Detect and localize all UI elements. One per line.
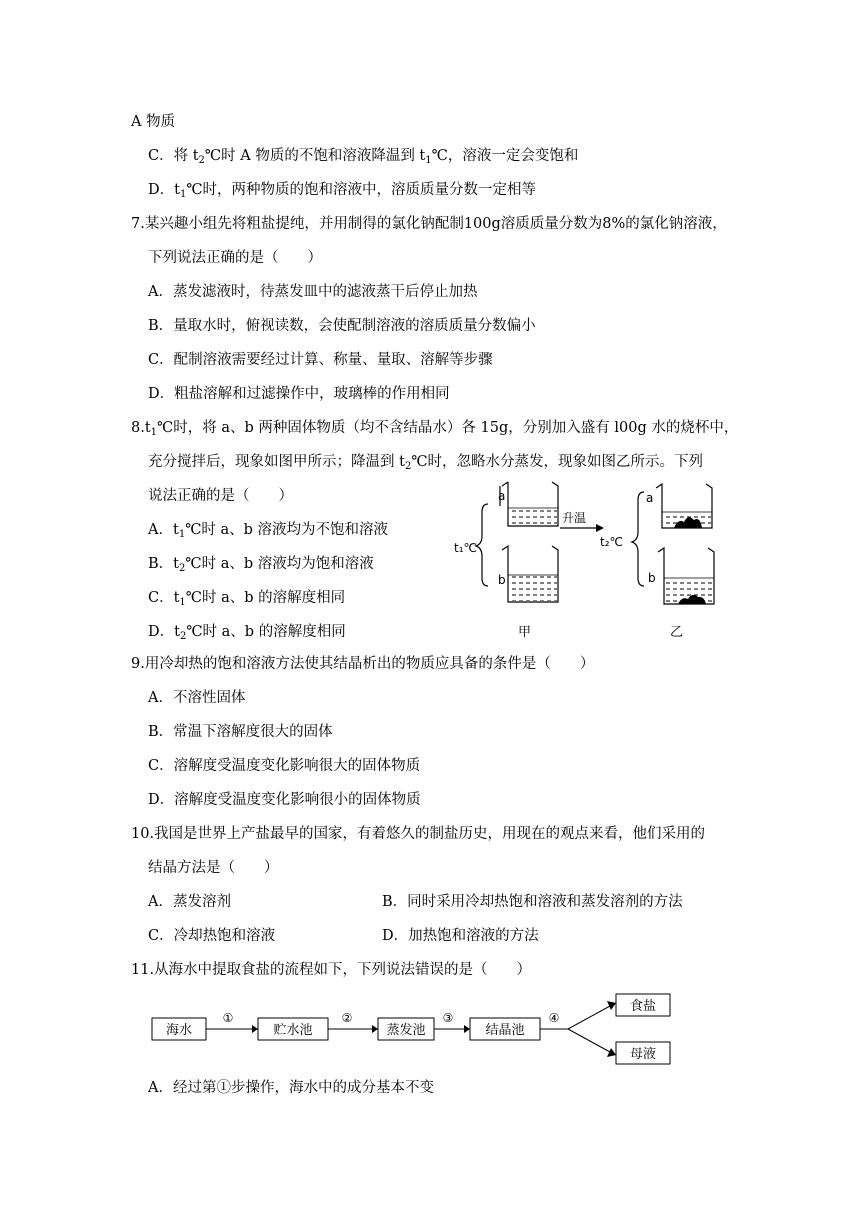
- q10-option-b: B．同时采用冷却热饱和溶液和蒸发溶剂的方法: [382, 894, 683, 910]
- q8-stem-line3: 说法正确的是（ ）: [148, 488, 293, 504]
- arrow-label: 升温: [562, 511, 587, 525]
- flow-step-4: ④: [548, 1011, 560, 1025]
- beaker-b-left-solution: [509, 575, 557, 601]
- q8-option-d: D．$t_2℃$时 a、b 的溶解度相同: [148, 624, 346, 642]
- flow-box-mother-liquor-label: 母液: [629, 1047, 657, 1062]
- flow-step-2: ②: [341, 1011, 353, 1025]
- q6-option-c: C．将 $t_2℃$时 A 物质的不饱和溶液降温到 $t_1℃$，溶液一定会变饱和: [148, 148, 579, 166]
- q11-stem: 11.从海水中提取食盐的流程如下，下列说法错误的是（ ）: [131, 962, 532, 978]
- q8-stem-line1: $8.t_1℃$时，将 a、b 两种固体物质（均不含结晶水）各 15g，分别加入盛有 l00g 水的烧杯中，: [131, 420, 739, 438]
- beaker-b-right-label: b: [648, 571, 656, 585]
- q10-stem-line1: 10.我国是世界上产盐最早的国家，有着悠久的制盐历史，用现在的观点来看，他们采用的: [131, 826, 706, 842]
- flow-arrow-1: [252, 1025, 258, 1033]
- flow-arrow-4b: [607, 1048, 616, 1057]
- q9-option-b: B．常温下溶解度很大的固体: [148, 724, 333, 740]
- q6-stem-tail: A 物质: [131, 114, 176, 130]
- q11-option-a: A．经过第①步操作，海水中的成分基本不变: [148, 1080, 434, 1096]
- q7-option-b: B．量取水时，俯视读数，会使配制溶液的溶质质量分数偏小: [148, 318, 536, 334]
- q7-stem-line2: 下列说法正确的是（ ）: [148, 250, 322, 266]
- beaker-a-left-solution: [509, 508, 557, 525]
- flow-box-salt-label: 食盐: [629, 999, 657, 1014]
- flow-step-3: ③: [442, 1011, 454, 1025]
- flow-box-evaporation-label: 蒸发池: [386, 1023, 426, 1038]
- beaker-a-left-label: a: [498, 489, 506, 503]
- salt-flow-diagram: [140, 988, 680, 1070]
- q9-option-d: D．溶解度受温度变化影响很小的固体物质: [148, 792, 421, 808]
- q10-option-c: C．冷却热饱和溶液: [148, 928, 276, 944]
- q8-option-a: A．$t_1℃$时 a、b 溶液均为不饱和溶液: [148, 522, 389, 540]
- left-brace: [476, 504, 488, 586]
- q9-option-a: A．不溶性固体: [148, 690, 246, 706]
- right-brace: [632, 492, 644, 586]
- flow-box-crystallization-label: 结晶池: [485, 1023, 525, 1038]
- q10-stem-line2: 结晶方法是（ ）: [148, 860, 279, 876]
- q8-option-c: C．$t_1℃$时 a、b 的溶解度相同: [148, 590, 346, 608]
- caption-right: 乙: [670, 625, 684, 640]
- flow-arrow-4a: [607, 1001, 616, 1010]
- flow-arrow-2: [372, 1025, 378, 1033]
- beaker-figure: [448, 478, 718, 644]
- flow-box-seawater-label: 海水: [165, 1023, 193, 1038]
- q7-option-a: A．蒸发滤液时，待蒸发皿中的滤液蒸干后停止加热: [148, 284, 478, 300]
- right-temp-label: t₂℃: [600, 535, 623, 549]
- q7-stem-line1: 7.某兴趣小组先将粗盐提纯，并用制得的氯化钠配制100g溶质质量分数为8%的氯化钠溶液，: [131, 216, 727, 232]
- q7-option-d: D．粗盐溶解和过滤操作中，玻璃棒的作用相同: [148, 386, 450, 402]
- q9-option-c: C．溶解度受温度变化影响很大的固体物质: [148, 758, 421, 774]
- flow-step-1: ①: [222, 1011, 234, 1025]
- left-temp-label: t₁℃: [454, 541, 477, 555]
- caption-left: 甲: [518, 625, 532, 640]
- q8-option-b: B．$t_2℃$时 a、b 溶液均为饱和溶液: [148, 556, 374, 574]
- q10-option-d: D．加热饱和溶液的方法: [382, 928, 539, 944]
- q6-option-d: D．$t_1℃$时，两种物质的饱和溶液中，溶质质量分数一定相等: [148, 182, 537, 200]
- flow-arrow-3: [464, 1025, 470, 1033]
- beaker-b-left-label: b: [498, 573, 506, 587]
- beaker-a-right-label: a: [646, 491, 654, 505]
- q9-stem: 9.用冷却热的饱和溶液方法使其结晶析出的物质应具备的条件是（ ）: [131, 656, 595, 672]
- q8-stem-line2: 充分搅拌后，现象如图甲所示；降温到 $t_2℃$时，忽略水分蒸发，现象如图乙所示。下列: [148, 454, 704, 472]
- q10-option-a: A．蒸发溶剂: [148, 894, 231, 910]
- q7-option-c: C．配制溶液需要经过计算、称量、量取、溶解等步骤: [148, 352, 493, 368]
- flow-box-reservoir-label: 贮水池: [273, 1023, 313, 1038]
